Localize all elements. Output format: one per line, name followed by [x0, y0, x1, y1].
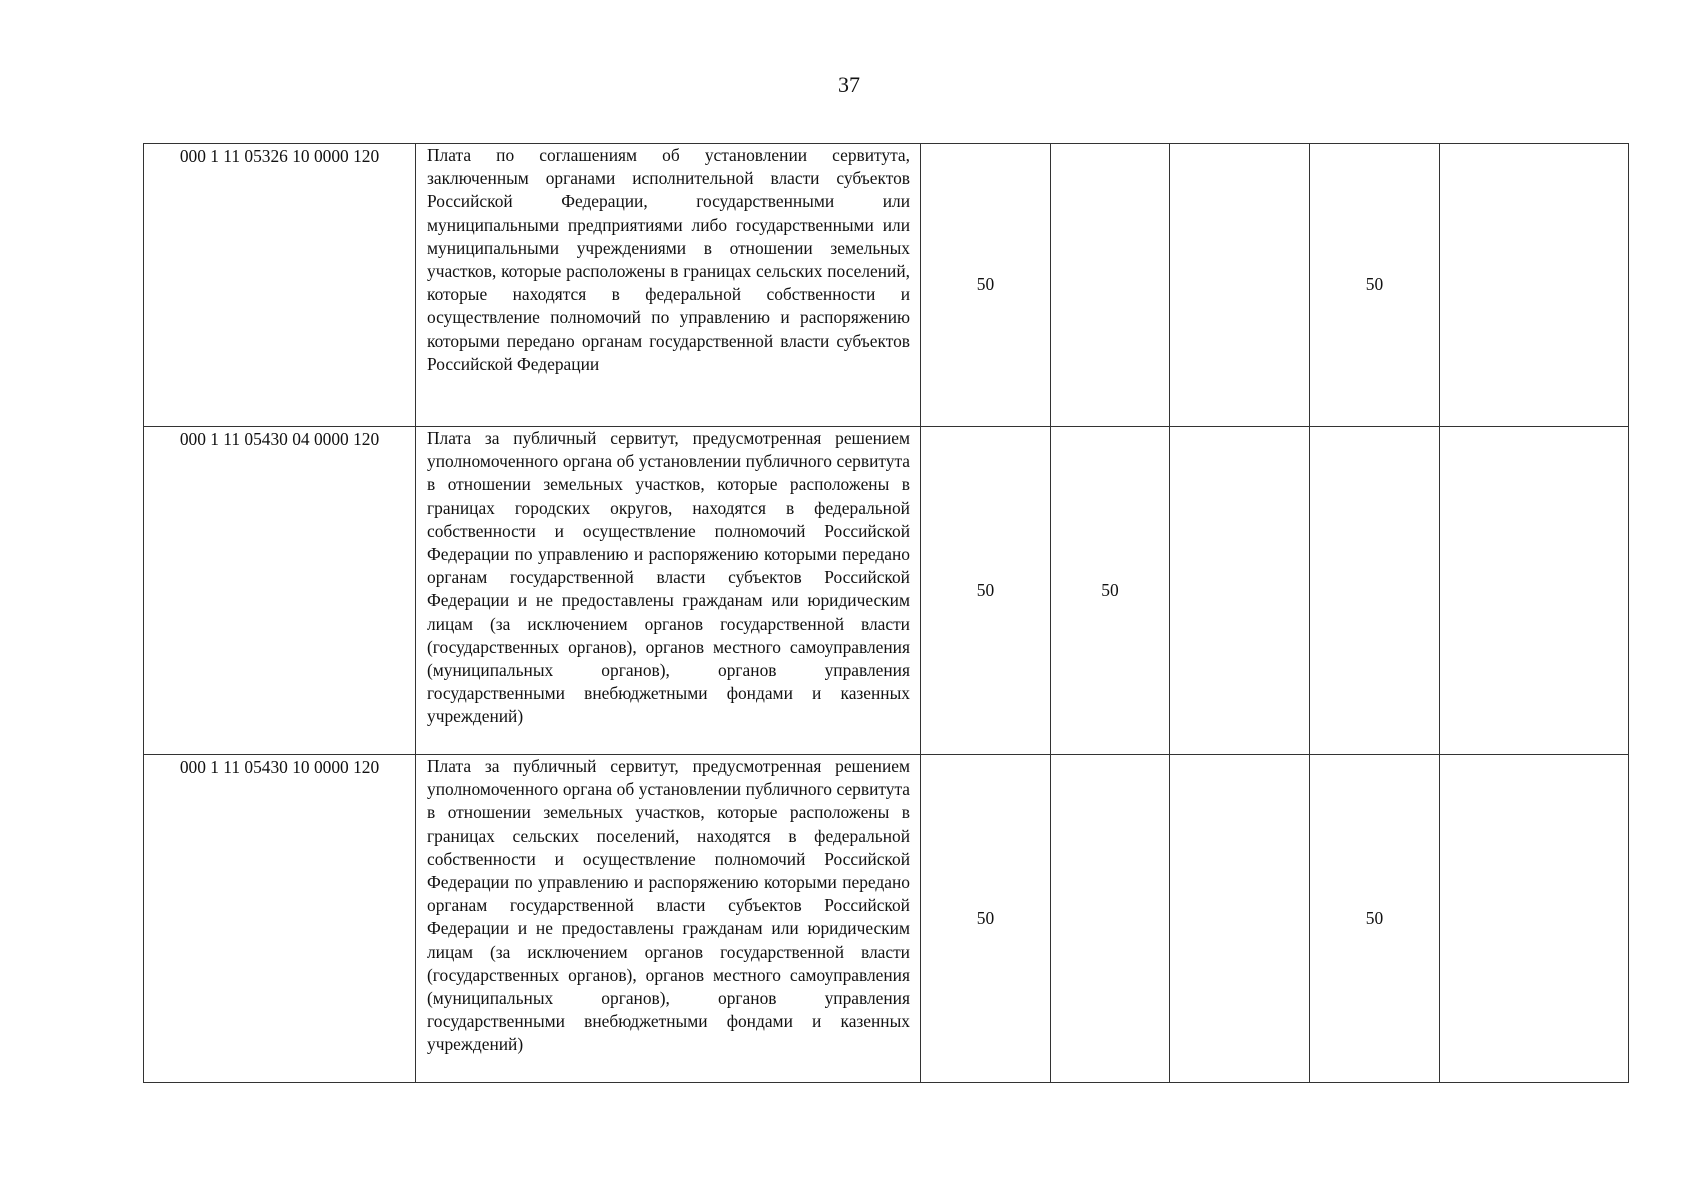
value-cell — [1051, 144, 1170, 427]
revenue-code: 000 1 11 05326 10 0000 120 — [144, 144, 416, 427]
value-cell: 50 — [921, 144, 1051, 427]
value-cell: 50 — [1051, 427, 1170, 755]
revenue-description: Плата по соглашениям об установлении сервитута, заключенным органами исполнительной власти субъектов Российской Федерации, государственными или муниципальными предприятиями либо государственными или муниципальными учреждениями в отношении земельных участков, которые расположены в границах сельских поселений, которые находятся в федеральной собственности и осуществление полномочий по управлению и распоряжению которыми передано органам государственной власти субъектов Российской Федерации — [416, 144, 921, 427]
revenue-distribution-table — [143, 143, 1629, 1083]
value-cell — [1170, 144, 1310, 427]
value-cell — [1170, 427, 1310, 755]
page-number: 37 — [838, 72, 860, 97]
value-cell: 50 — [921, 755, 1051, 1083]
value-cell: 50 — [921, 427, 1051, 755]
value-cell: 50 — [1310, 755, 1440, 1083]
value-cell: 50 — [1310, 144, 1440, 427]
value-cell — [1051, 755, 1170, 1083]
value-cell — [1440, 144, 1629, 427]
table-row — [144, 144, 1629, 427]
revenue-description: Плата за публичный сервитут, предусмотренная решением уполномоченного органа об установлении публичного сервитута в отношении земельных участков, которые расположены в границах городских округов, находятся в федеральной собственности и осуществление полномочий Российской Федерации по управлению и распоряжению которыми передано органам государственной власти субъектов Российской Федерации и не предоставлены гражданам или юридическим лицам (за исключением органов государственной власти (государственных органов), органов местного самоуправления (муниципальных органов), органов управления государственными внебюджетными фондами и казенных учреждений) — [416, 427, 921, 755]
value-cell — [1440, 427, 1629, 755]
table-row — [144, 427, 1629, 755]
value-cell — [1310, 427, 1440, 755]
revenue-description: Плата за публичный сервитут, предусмотренная решением уполномоченного органа об установлении публичного сервитута в отношении земельных участков, которые расположены в границах сельских поселений, находятся в федеральной собственности и осуществление полномочий Российской Федерации по управлению и распоряжению которыми передано органам государственной власти субъектов Российской Федерации и не предоставлены гражданам или юридическим лицам (за исключением органов государственной власти (государственных органов), органов местного самоуправления (муниципальных органов), органов управления государственными внебюджетными фондами и казенных учреждений) — [416, 755, 921, 1083]
revenue-code: 000 1 11 05430 04 0000 120 — [144, 427, 416, 755]
value-cell — [1440, 755, 1629, 1083]
revenue-code: 000 1 11 05430 10 0000 120 — [144, 755, 416, 1083]
value-cell — [1170, 755, 1310, 1083]
table-row — [144, 755, 1629, 1083]
